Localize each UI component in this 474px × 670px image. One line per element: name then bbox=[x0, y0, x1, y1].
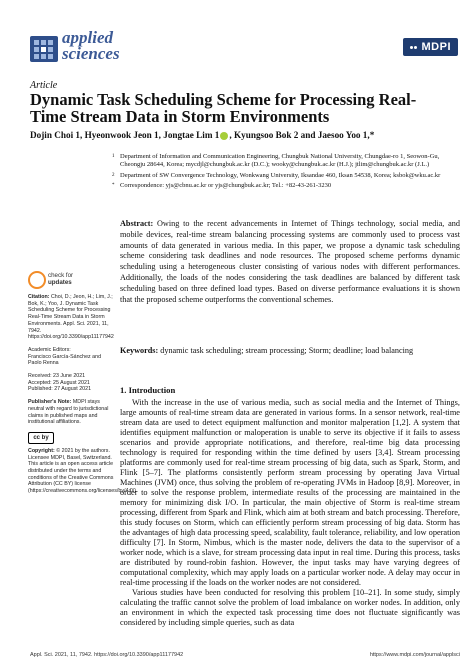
journal-link[interactable]: https://www.mdpi.com/journal/applsci bbox=[369, 652, 460, 658]
article-type: Article bbox=[30, 80, 58, 91]
orcid-icon[interactable] bbox=[220, 132, 228, 140]
dot-icon bbox=[414, 46, 417, 49]
journal-name: applied sciences bbox=[62, 28, 120, 63]
page-footer bbox=[30, 652, 460, 658]
author-list: Dojin Choi 1, Hyeonwook Jeon 1, Jongtae Lim 1 , Kyungsoo Bok 2 and Jaesoo Yoo 1,* bbox=[30, 130, 375, 140]
dot-icon bbox=[410, 46, 413, 49]
affiliation-item: 1 Department of Information and Communication Engineering, Chungbuk National University, Chungdae-ro 1, Seowon-Gu, Cheongju 28644, Korea; mycdjl@chungbuk.ac.kr (D.C.); wooky@chungbuk.ac.kr (H.J.); jtlim@chungbuk.ac.kr (J.L.) bbox=[112, 153, 440, 169]
check-for-updates-button[interactable]: check for updates bbox=[28, 271, 88, 293]
article-title: Dynamic Task Scheduling Scheme for Processing Real-Time Stream Data in Storm Environments bbox=[30, 90, 417, 126]
copyright: Copyright: © 2021 by the authors. Licensee MDPI, Basel, Switzerland. This article is an open access article distributed under the terms and conditions of the Creative Commons Attribution (CC BY) license (https://creativecommons.org/licenses/by/4.0/). bbox=[28, 447, 138, 495]
correspondence: * Correspondence: yjs@cbnu.ac.kr or yjs@chungbuk.ac.kr; Tel.: +82-43-261-3230 bbox=[112, 181, 332, 189]
refresh-icon bbox=[28, 271, 46, 289]
introduction-text bbox=[120, 398, 460, 628]
footer-citation[interactable]: Appl. Sci. 2021, 11, 7942. https://doi.org/10.3390/app11177942 bbox=[30, 652, 184, 658]
dates: Received: 23 June 2021 Accepted: 25 August 2021 Published: 27 August 2021 bbox=[28, 373, 92, 393]
publisher-note: Publisher's Note: MDPI stays neutral with regard to jurisdictional claims in published maps and institutional affiliations. bbox=[28, 399, 109, 426]
journal-logo-icon bbox=[30, 36, 58, 62]
abstract: Abstract: Owing to the recent advancements in Internet of Things technology, social media, and mobile devices, real-time stream balancing processing systems are commonly used to process vast amounts of data generated in various media. In this paper, we propose a dynamic task scheduling scheme considering task deadlines and node resources. The proposed scheme performs dynamic scheduling using a heterogeneous cluster consisting of various nodes with different performances. Additionally, the loads of the nodes considering the task deadlines are balanced by different task scheduling based on three defined load types. Based on diverse performance evaluations it is shown that the proposed scheme outperforms the conventional schemes. bbox=[120, 219, 460, 304]
article-sidebar bbox=[28, 294, 138, 501]
citation: Citation: Choi, D.; Jeon, H.; Lim, J.; Bok, K.; Yoo, J. Dynamic Task Scheduling Scheme for Processing Real-Time Stream Data in Storm Environments. Appl. Sci. 2021, 11, 7942. https://doi.org/10.3390/app11177942 bbox=[28, 294, 114, 341]
cc-license-icon[interactable]: cc by bbox=[28, 432, 54, 444]
affiliations bbox=[112, 153, 460, 192]
keywords: Keywords: dynamic task scheduling; stream processing; Storm; deadline; load balancing bbox=[120, 346, 414, 355]
affiliation-item: 2 Department of SW Convergence Technology, Wonkwang University, Iksandae 460, Iksan 54538, Korea; ksbok@wku.ac.kr bbox=[112, 171, 441, 179]
section-heading: 1. Introduction bbox=[120, 385, 176, 395]
paragraph: Various studies have been conducted for resolving this problem [10–21]. In some study, simply calculating the traffic cannot solve the problem of load imbalance on worker nodes. In addition, only an environment in which the expected task processing time does not fluctuate significantly was considered by including simple queries, such as data bbox=[120, 588, 460, 627]
paragraph: With the increase in the use of various media, such as social media and the Internet of Things, large amounts of real-time stream data are generated in various forms. In a sensor network, real-time stream data are used to detect equipment malfunction and monitor malperation [1,2]. A system that identifies equipment malfunction or maloperation is unable to serve its objective if it fails to assess scenarios and provide appropriate notifications, and therefore, real-time big data processing technology is required for responding within the time defined by users [3,4]. Stream processing platforms are commonly used for real-time stream processing of big data, such as Spark, Storm, and Flink [5–7]. The platforms consistently perform stream processing by operating Java Virtual Machines (JVM) once, thus solving the problem of re-operating JVMs in Hadoop [8,9]. Moreover, in order to solve the response problem, intermediate results of the processing are maintained in the memory for minimizing disk I/O. In particular, the main objective of Storm is real-time stream processing, different from Spark and Flink, which aim at both stream and batch processing. Therefore, this study focuses on Storm, which can efficiently perform stream processing of big data. Storm has the advantages of high data processing speed, scalability, fault tolerance, reliability, and low operation difficulty [7]. In Storm, Nimbus, which is the master node, delivers the data to the supervisor of a worker node, which is a slave, for stream processing data input in real time. During this process, tasks are distributed by round-robin fashion. However, the input tasks may have varying degrees of computational complexity, which may apply loads on a particular worker node. A delay may occur in real-time processing if the loads on the worker nodes are not considered. bbox=[120, 398, 460, 587]
publisher-logo: MDPI bbox=[403, 38, 458, 56]
academic-editors: Academic Editors: Francisco García-Sánchez and Paolo Renna bbox=[28, 346, 102, 367]
